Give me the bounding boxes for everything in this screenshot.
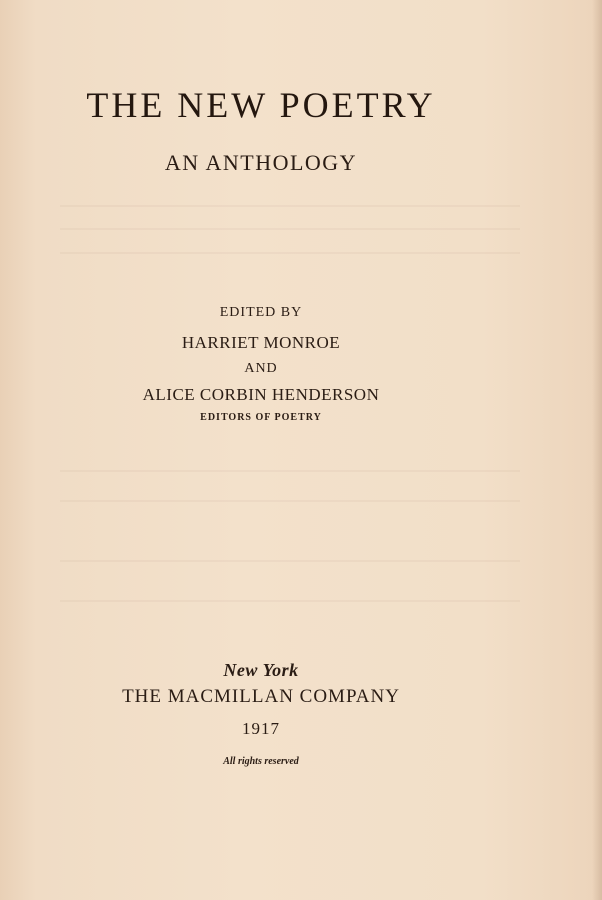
edited-by-label: EDITED BY <box>219 305 303 320</box>
editor-name-1: HARRIET MONROE <box>181 333 341 352</box>
show-through-line <box>60 560 520 562</box>
book-subtitle: AN ANTHOLOGY <box>164 150 358 175</box>
publication-place: New York <box>223 660 299 680</box>
book-title: THE NEW POETRY <box>86 85 436 125</box>
show-through-line <box>60 228 520 230</box>
show-through-line <box>60 600 520 602</box>
publisher-name: THE MACMILLAN COMPANY <box>122 686 400 707</box>
show-through-line <box>60 500 520 502</box>
page-edge-shadow <box>592 0 602 900</box>
editor-name-2: ALICE CORBIN HENDERSON <box>142 385 380 404</box>
editors-note: EDITORS OF POETRY <box>200 412 322 423</box>
rights-notice: All rights reserved <box>223 756 299 767</box>
editor-conjunction: AND <box>244 361 278 376</box>
show-through-line <box>60 205 520 207</box>
show-through-line <box>60 470 520 472</box>
show-through-line <box>60 252 520 254</box>
publication-year: 1917 <box>242 719 280 738</box>
